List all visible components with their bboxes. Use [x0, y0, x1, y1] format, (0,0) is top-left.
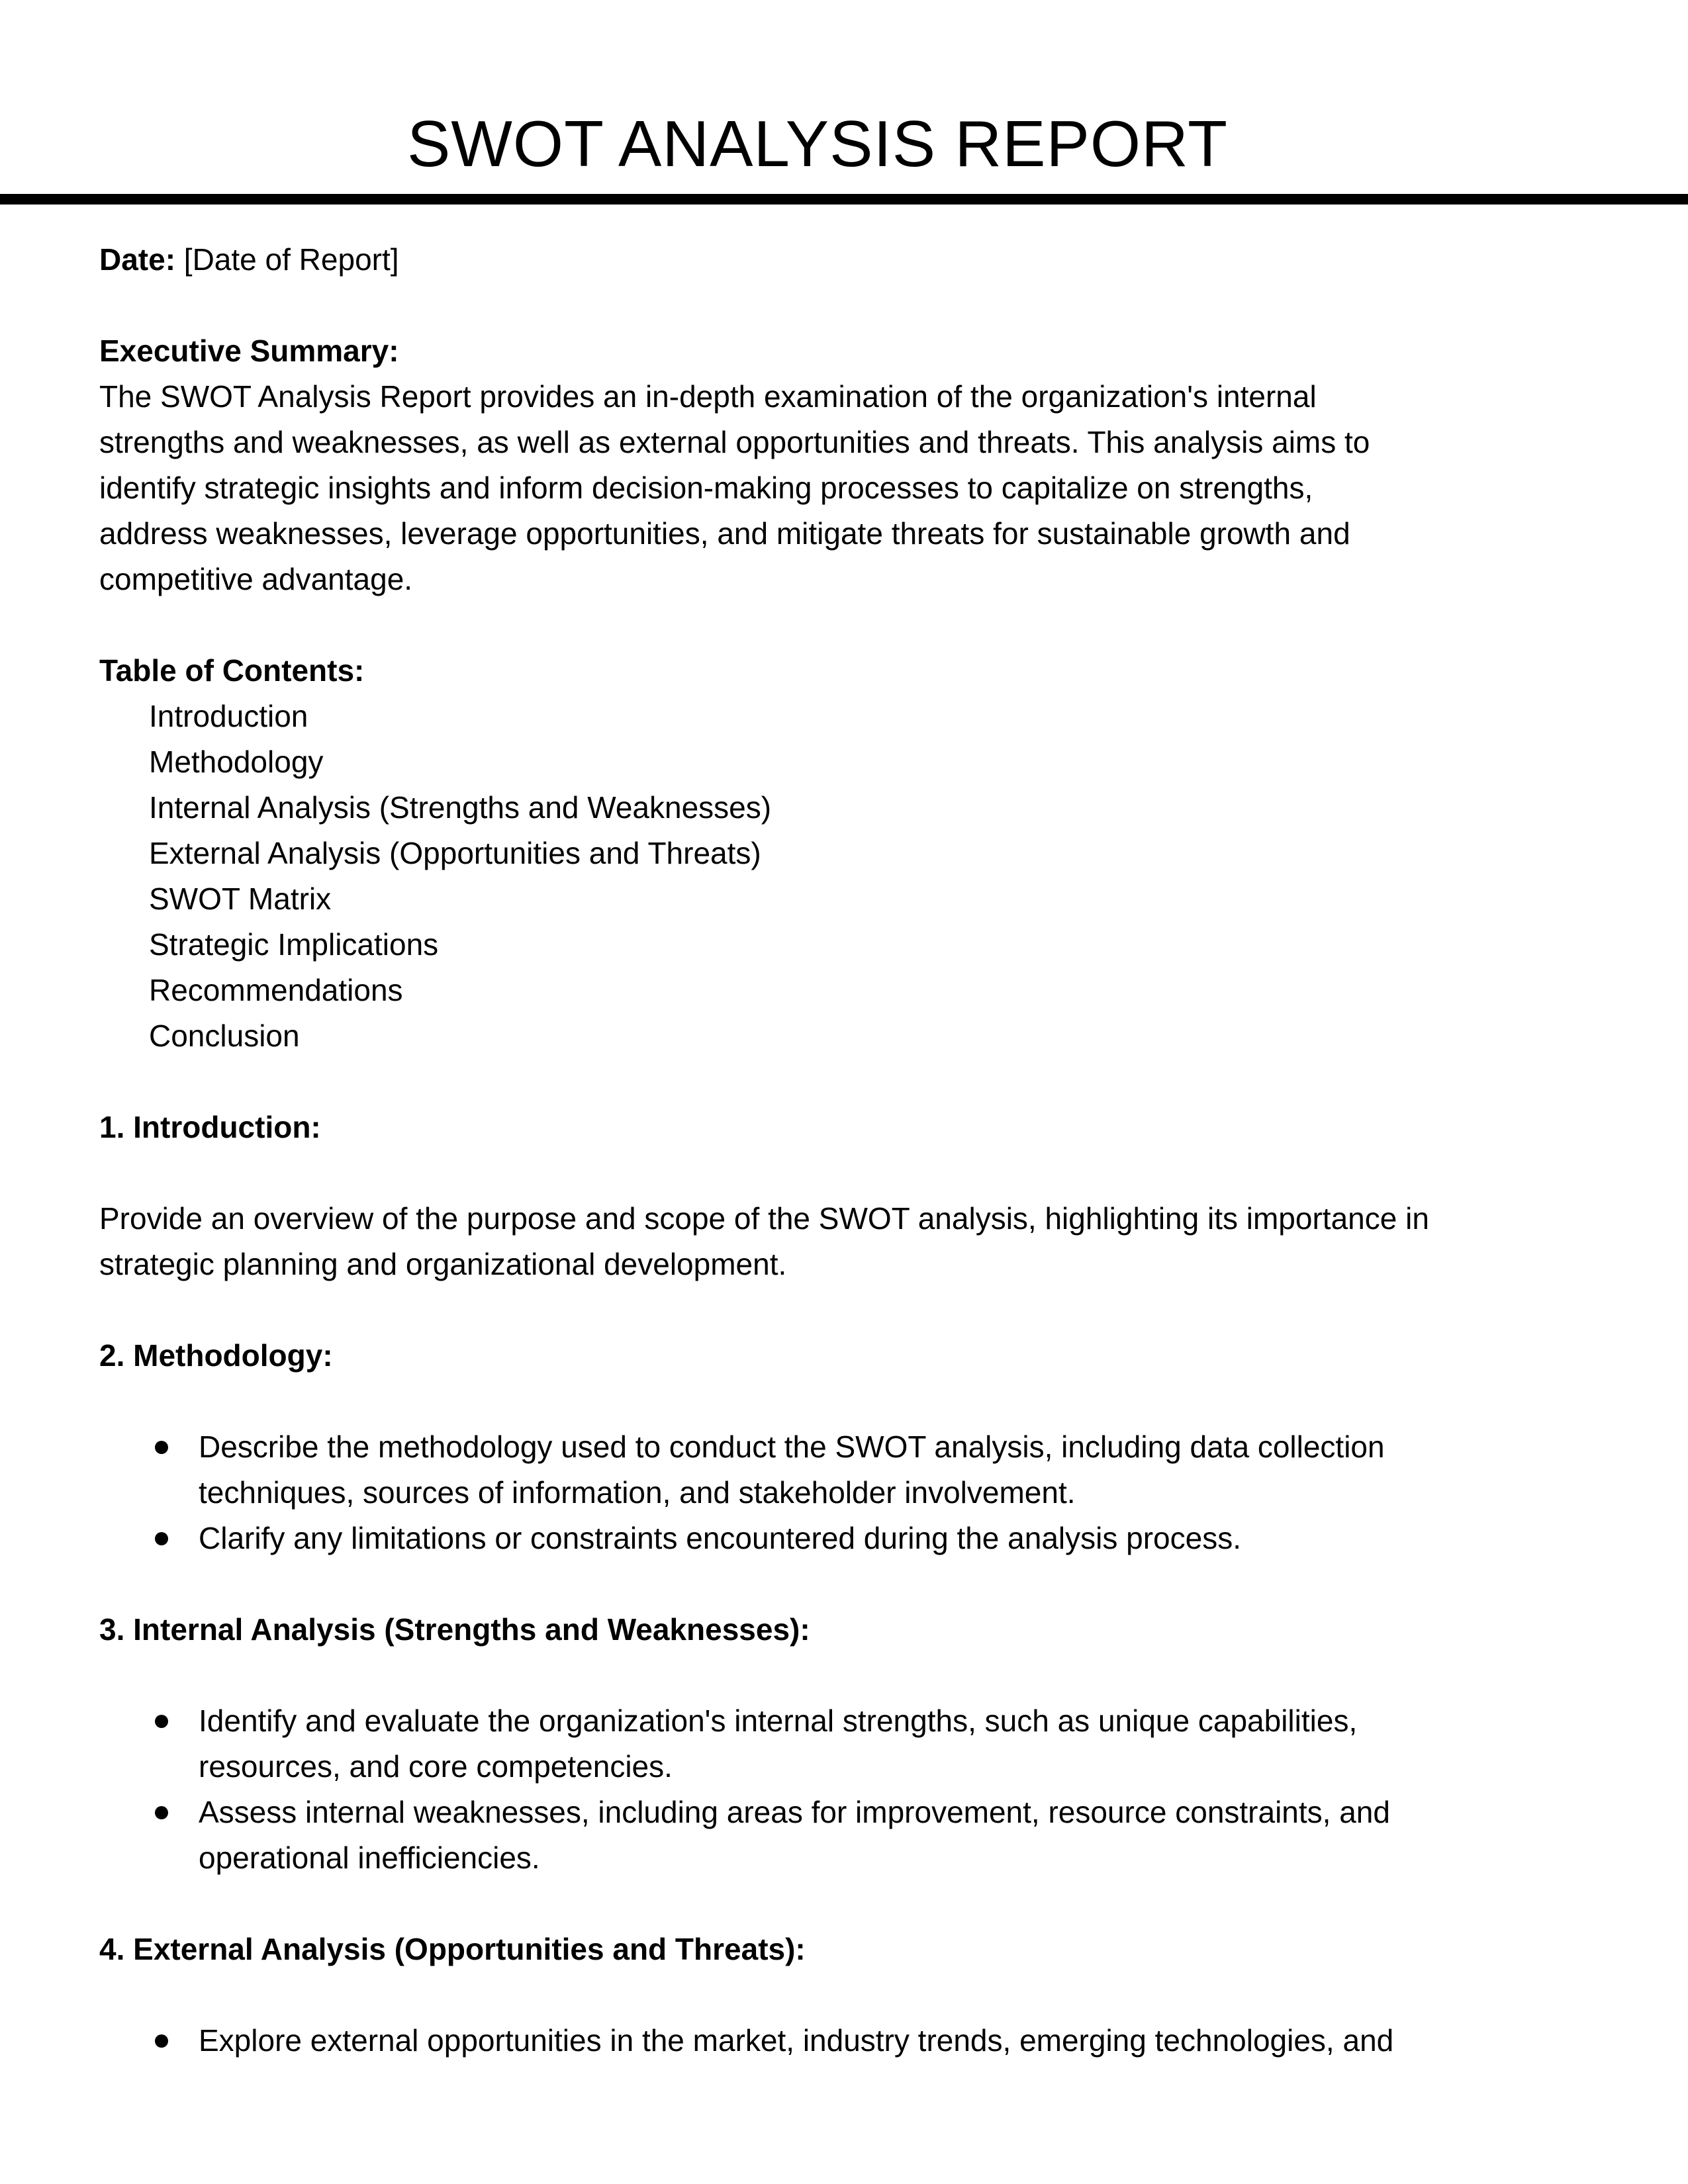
list-item	[99, 1516, 1595, 1561]
executive-summary-line: strengths and weaknesses, as well as external opportunities and threats. This analysis aims to	[99, 425, 1370, 459]
toc-item-internal-analysis: Internal Analysis (Strengths and Weaknesses)	[149, 790, 772, 825]
introduction-paragraph-line: strategic planning and organizational development.	[99, 1247, 787, 1281]
toc-item-strategic-implications: Strategic Implications	[149, 927, 439, 962]
bullet-text-line: operational inefficiencies.	[199, 1841, 540, 1875]
toc-item-swot-matrix: SWOT Matrix	[149, 882, 332, 916]
toc-item-external-analysis: External Analysis (Opportunities and Threats)	[149, 836, 761, 870]
bullet-icon	[155, 1806, 168, 1819]
executive-summary-line: competitive advantage.	[99, 562, 413, 596]
bullet-text-line: Describe the methodology used to conduct the SWOT analysis, including data collection	[199, 1430, 1385, 1464]
bullet-text-line: Explore external opportunities in the market, industry trends, emerging technologies, and	[199, 2023, 1394, 2058]
date-value: [Date of Report]	[175, 242, 399, 277]
bullet-text-line: Identify and evaluate the organization's internal strengths, such as unique capabilities,	[199, 1704, 1358, 1738]
executive-summary-line: identify strategic insights and inform decision-making processes to capitalize on strengths,	[99, 471, 1313, 505]
toc-item-recommendations: Recommendations	[149, 973, 403, 1007]
external-analysis-bullet-list	[99, 2018, 1595, 2064]
section-heading-methodology: 2. Methodology:	[99, 1338, 333, 1373]
bullet-text-line: Clarify any limitations or constraints encountered during the analysis process.	[199, 1521, 1241, 1555]
section-heading-introduction: 1. Introduction:	[99, 1110, 321, 1144]
title-divider	[0, 194, 1688, 205]
document-body	[99, 237, 1595, 2064]
executive-summary-line: The SWOT Analysis Report provides an in-depth examination of the organization's internal	[99, 379, 1317, 414]
bullet-text-line: Assess internal weaknesses, including areas for improvement, resource constraints, and	[199, 1795, 1390, 1829]
date-line	[99, 237, 1595, 283]
introduction-paragraph-line: Provide an overview of the purpose and scope of the SWOT analysis, highlighting its importance in	[99, 1201, 1429, 1236]
executive-summary-line: address weaknesses, leverage opportunities, and mitigate threats for sustainable growth and	[99, 516, 1350, 551]
internal-analysis-bullet-list	[99, 1698, 1595, 1881]
bullet-icon	[155, 1441, 168, 1454]
toc-item-conclusion: Conclusion	[149, 1019, 300, 1053]
bullet-text-line: resources, and core competencies.	[199, 1749, 673, 1784]
toc-item-methodology: Methodology	[149, 745, 324, 779]
list-item	[99, 2018, 1595, 2064]
toc-heading: Table of Contents:	[99, 653, 365, 688]
bullet-icon	[155, 1715, 168, 1728]
methodology-bullet-list	[99, 1424, 1595, 1561]
bullet-text-line: techniques, sources of information, and stakeholder involvement.	[199, 1475, 1076, 1510]
toc-item-introduction: Introduction	[149, 699, 308, 733]
list-item	[99, 1790, 1595, 1881]
section-heading-internal-analysis: 3. Internal Analysis (Strengths and Weaknesses):	[99, 1612, 810, 1647]
executive-summary-heading: Executive Summary:	[99, 334, 399, 368]
bullet-icon	[155, 1532, 168, 1545]
date-label: Date:	[99, 242, 176, 277]
list-item	[99, 1698, 1595, 1790]
bullet-icon	[155, 2034, 168, 2048]
report-title: SWOT ANALYSIS REPORT	[407, 107, 1228, 180]
section-heading-external-analysis: 4. External Analysis (Opportunities and Threats):	[99, 1932, 806, 1966]
list-item	[99, 1424, 1595, 1516]
